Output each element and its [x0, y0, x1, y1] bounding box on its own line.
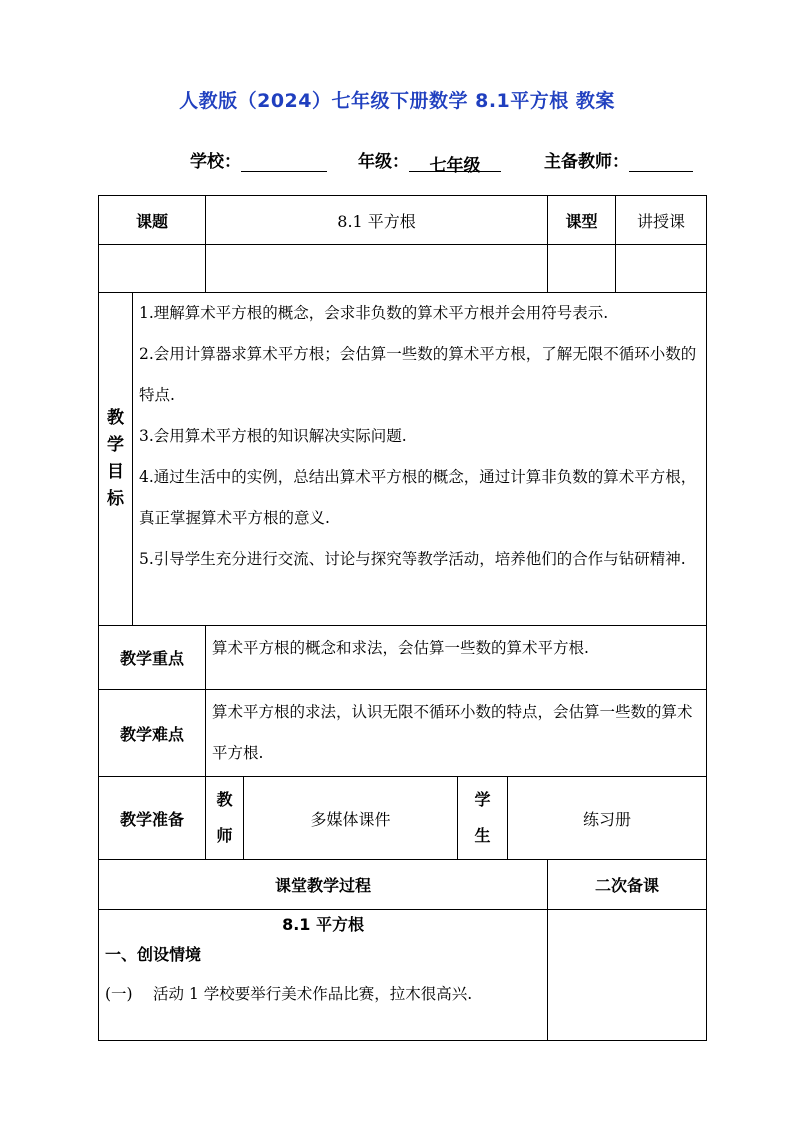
- goals-label-char: 教: [107, 408, 124, 428]
- topic-label: 课题: [99, 196, 206, 245]
- school-field: [190, 147, 327, 172]
- goal-item: 2.会用计算器求算术平方根；会估算一些数的算术平方根，了解无限不循环小数的特点.: [139, 345, 697, 404]
- teacher-prep-value: 多媒体课件: [244, 777, 458, 860]
- grade-label: 年级：: [358, 152, 409, 172]
- goals-label-char: 目: [107, 462, 124, 482]
- teacher-prep-char: 教: [216, 790, 233, 809]
- student-prep-label: [458, 777, 508, 860]
- teacher-prep-label: [206, 777, 244, 860]
- teacher-blank: [629, 151, 693, 172]
- meta-line: [0, 147, 794, 176]
- row-topic: [99, 196, 707, 245]
- row-process-header: [99, 860, 707, 910]
- process-title: 8.1 平方根: [282, 915, 364, 934]
- grade-value: 七年级: [409, 151, 501, 172]
- prep-label: 教学准备: [99, 777, 206, 860]
- blank-cell: [99, 245, 206, 293]
- process-content: [99, 910, 548, 1041]
- goals-content: [133, 293, 707, 626]
- student-prep-value: 练习册: [508, 777, 707, 860]
- goal-item: 5.引导学生充分进行交流、讨论与探究等教学活动，培养他们的合作与钻研精神.: [139, 550, 686, 568]
- lesson-plan-table: [98, 195, 707, 1041]
- second-prep-label: 二次备课: [548, 860, 707, 910]
- difficulty-value: 算术平方根的求法，认识无限不循环小数的特点，会估算一些数的算术平方根.: [206, 690, 707, 777]
- blank-cell: [548, 245, 616, 293]
- second-prep-content: [548, 910, 707, 1041]
- topic-value: 8.1 平方根: [206, 196, 548, 245]
- school-label: 学校：: [190, 152, 241, 172]
- row-key-points: [99, 626, 707, 690]
- grade-field: [358, 147, 501, 176]
- teacher-field: [544, 147, 693, 172]
- key-label: 教学重点: [99, 626, 206, 690]
- goals-label: [99, 293, 133, 626]
- blank-cell: [616, 245, 707, 293]
- row-prep: [99, 777, 707, 860]
- goals-label-char: 学: [107, 435, 124, 455]
- school-blank: [241, 151, 327, 172]
- goal-item: 4.通过生活中的实例，总结出算术平方根的概念，通过计算非负数的算术平方根，真正掌握算术平方根的意义.: [139, 468, 697, 527]
- row-goals: [99, 293, 707, 626]
- blank-cell: [206, 245, 548, 293]
- type-label: 课型: [548, 196, 616, 245]
- goal-item: 1.理解算术平方根的概念，会求非负数的算术平方根并会用符号表示.: [139, 304, 609, 322]
- teacher-prep-char: 师: [216, 826, 233, 845]
- process-label: 课堂教学过程: [99, 860, 548, 910]
- document-title: 人教版（2024）七年级下册数学 8.1平方根 教案: [179, 90, 615, 112]
- activity-text: (一) 活动 1 学校要举行美术作品比赛，拉木很高兴.: [105, 985, 473, 1003]
- row-process-body: [99, 910, 707, 1041]
- difficulty-label: 教学难点: [99, 690, 206, 777]
- section-heading: 一、创设情境: [105, 945, 202, 964]
- student-prep-char: 学: [474, 790, 491, 809]
- goals-label-char: 标: [107, 489, 124, 509]
- type-value: 讲授课: [616, 196, 707, 245]
- teacher-label: 主备教师：: [544, 152, 629, 172]
- key-value: 算术平方根的概念和求法，会估算一些数的算术平方根.: [206, 626, 707, 690]
- student-prep-char: 生: [474, 826, 491, 845]
- row-difficulty: [99, 690, 707, 777]
- goal-item: 3.会用算术平方根的知识解决实际问题.: [139, 427, 407, 445]
- row-blank: [99, 245, 707, 293]
